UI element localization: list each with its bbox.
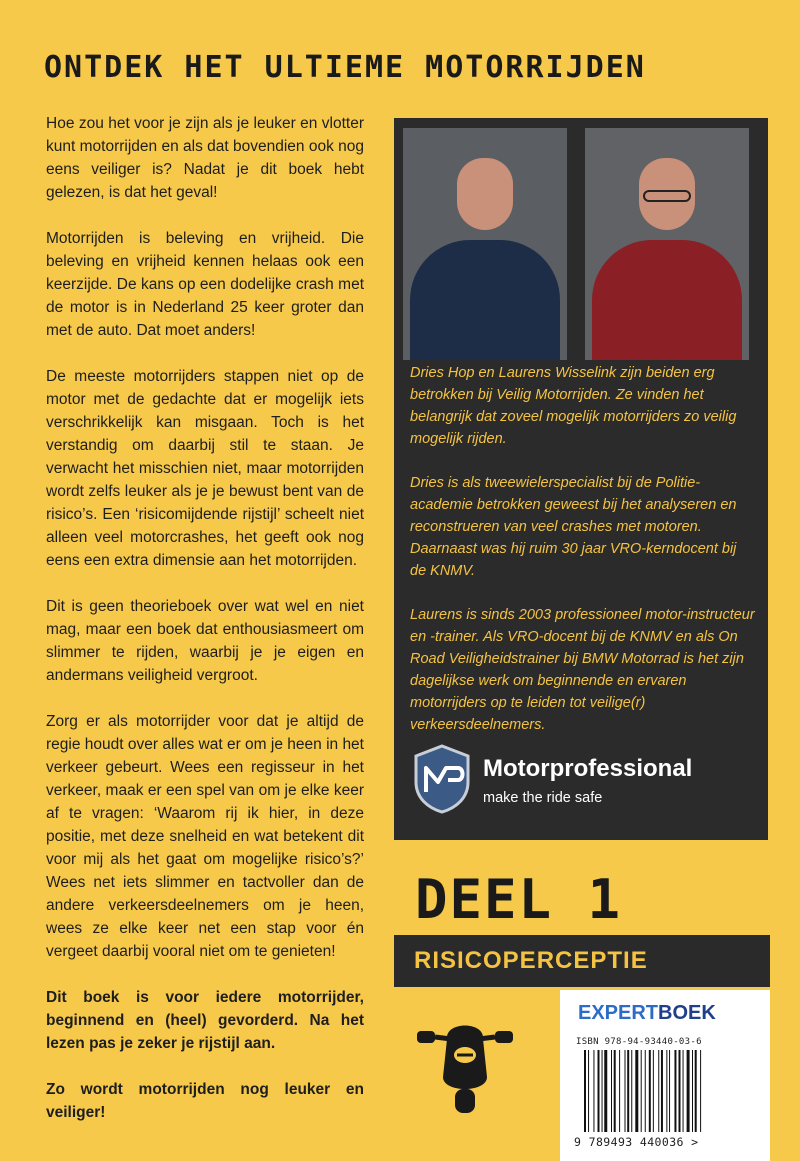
barcode [584, 1050, 744, 1132]
part-subtitle-bar [394, 935, 770, 987]
part-label: DEEL 1 [415, 868, 623, 931]
bio-paragraph: Dries is als tweewielerspecialist bij de Politie-academie betrokken geweest bij het analyseren en reconstrueren van veel crashes met motoren. Daarnaast was hij ruim 30 jaar VRO-kerndocent bij de KNMV. [410, 475, 737, 579]
blurb-paragraph: De meeste motorrijders stappen niet op de motor met de gedachte dat er mogelijk iets verschrikkelijk kan misgaan. Toch is het verstandig om daarbij stil te staan. Je verwacht het misschien niet, maar motorrijden wordt zelfs leuker als je je bewust bent van de risico’s. Een ‘risicomijdende rijstijl’ scheelt niet alleen veel motorcrashes, het geeft ook nog eens een extra dimensie aan het motorrijden. [46, 368, 364, 569]
publisher-logo [578, 1002, 716, 1025]
barcode-bar [625, 1050, 626, 1132]
author-panel [394, 118, 768, 840]
person-silhouette [592, 240, 742, 360]
bio-paragraph: Laurens is sinds 2003 professioneel motor-instructeur en -trainer. Als VRO-docent bij de KNMV en als On Road Veiligheidstrainer bij BMW Motorrad is het zijn dagelijkse werk om beginnende en ervaren motorrijders op te leiden tot veilige(r) verkeersdeelnemers. [410, 607, 755, 733]
author-photo-laurens [585, 128, 749, 360]
blurb-paragraph: Dit is geen theorieboek over wat wel en niet mag, maar een boek dat enthousiasmeert om slimmer te rijden, waarbij je je eigen en andermans veiligheid vergroot. [46, 598, 364, 684]
barcode-bar [593, 1050, 594, 1132]
barcode-bar [658, 1050, 659, 1132]
cover-title: ONTDEK HET ULTIEME MOTORRIJDEN [44, 50, 646, 85]
barcode-bar [700, 1050, 701, 1132]
isbn-label: ISBN 978-94-93440-03-6 [576, 1037, 702, 1047]
barcode-bar [645, 1050, 646, 1132]
motorprofessional-shield-icon [412, 744, 472, 814]
barcode-bar [635, 1050, 638, 1132]
barcode-bar [683, 1050, 684, 1132]
barcode-bar [653, 1050, 654, 1132]
brand-tagline: make the ride safe [483, 790, 603, 806]
bio-paragraph: Dries Hop en Laurens Wisselink zijn beiden erg betrokken bij Veilig Motorrijden. Ze vinden het belangrijk dat zoveel mogelijk motorrijders zo veilig mogelijk rijden. [410, 365, 737, 447]
barcode-bar [641, 1050, 642, 1132]
barcode-bar [627, 1050, 629, 1132]
barcode-bar [598, 1050, 600, 1132]
barcode-bar [679, 1050, 681, 1132]
barcode-bar [666, 1050, 667, 1132]
glasses-icon [643, 190, 691, 202]
motorcycle-icon [415, 1015, 515, 1115]
isbn-digits: 9 789493 440036 > [574, 1135, 699, 1149]
barcode-bar [604, 1050, 607, 1132]
blurb-paragraph-bold: Dit boek is voor iedere motorrijder, beginnend en (heel) gevorderd. Na het lezen pas je zeker je rijstijl aan. [46, 989, 364, 1052]
blurb-paragraph: Zorg er als motorrijder voor dat je altijd de regie houdt over alles wat er om je heen in het verkeer gebeurt. Wees een regisseur in het verkeer, maak er een spel van om je elke keer af te vragen: ‘Waarom rij ik hier, in deze positie, met deze snelheid en wat betekent dit voor mij als het gaat om mogelijke risico’s?’ Wees net iets slimmer en tactvoller dan de andere verkeersdeelnemers om je heen, wees ze elke keer net een stap voor én vergeet daarbij vooral niet om te genieten! [46, 713, 364, 960]
part-subtitle: RISICOPERCEPTIE [414, 947, 648, 974]
barcode-bar [602, 1050, 603, 1132]
isbn-box [560, 990, 770, 1161]
publisher-prefix: EXPERT [578, 1002, 659, 1024]
blurb-column [46, 112, 364, 1147]
barcode-bar [687, 1050, 690, 1132]
blurb-paragraph: Hoe zou het voor je zijn als je leuker en vlotter kunt motorrijden en als dat bovendien ook nog eens veiliger is? Nadat je dit boek hebt gelezen, is dat het geval! [46, 115, 364, 201]
barcode-bar [611, 1050, 612, 1132]
author-photo-dries [403, 128, 567, 360]
barcode-bar [661, 1050, 663, 1132]
author-bio [410, 362, 756, 758]
barcode-bar [619, 1050, 620, 1132]
person-silhouette [410, 240, 560, 360]
barcode-bar [588, 1050, 589, 1132]
barcode-bar [631, 1050, 632, 1132]
barcode-bar [692, 1050, 693, 1132]
blurb-paragraph: Motorrijden is beleving en vrijheid. Die beleving en vrijheid kennen helaas ook een keerzijde. De kans op een dodelijke crash met de motor is in Nederland 25 keer groter dan met de auto. Dat moet anders! [46, 230, 364, 339]
barcode-bar [674, 1050, 676, 1132]
barcode-bar [614, 1050, 616, 1132]
person-head [457, 158, 513, 230]
barcode-bar [695, 1050, 697, 1132]
barcode-bar [584, 1050, 586, 1132]
brand-name: Motorprofessional [483, 755, 693, 782]
barcode-bar [669, 1050, 670, 1132]
publisher-suffix: BOEK [658, 1002, 716, 1024]
barcode-bar [649, 1050, 651, 1132]
blurb-paragraph-bold: Zo wordt motorrijden nog leuker en veiliger! [46, 1081, 364, 1121]
